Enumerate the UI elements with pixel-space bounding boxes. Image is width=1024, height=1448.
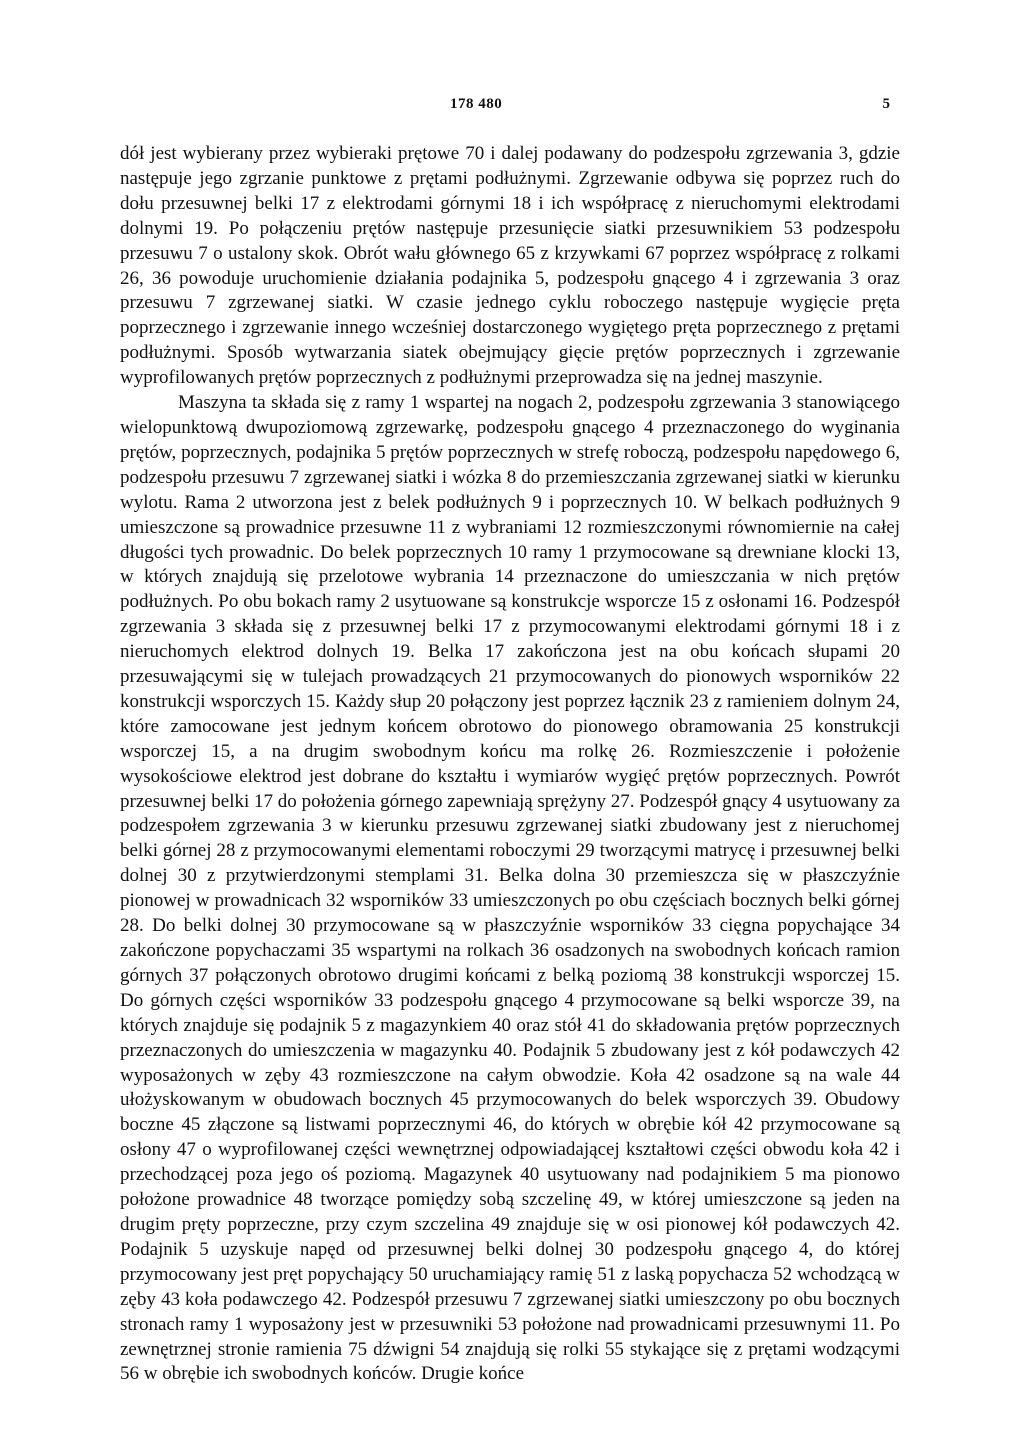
page-number: 5 — [882, 96, 890, 112]
body-text — [120, 142, 900, 1387]
paragraph-1: dół jest wybierany przez wybieraki prętowe 70 i dalej podawany do podzespołu zgrzewania 3, gdzie następuje jego zgrzanie punktowe z prętami podłużnymi. Zgrzewanie odbywa się poprzez ruch do dołu przesuwnej belki 17 z elektrodami górnymi 18 i ich współpracę z nieruchomymi elektrodami dolnymi 19. Po połączeniu prętów następuje przesunięcie siatki przesuwnikiem 53 podzespołu przesuwu 7 o ustalony skok. Obrót wału głównego 65 z krzywkami 67 poprzez współpracę z rolkami 26, 36 powoduje uruchomienie działania podajnika 5, podzespołu gnącego 4 i zgrzewania 3 oraz przesuwu 7 zgrzewanej siatki. W czasie jednego cyklu roboczego następuje wygięcie pręta poprzecznego i zgrzewanie innego wcześniej dostarczonego wygiętego pręta poprzecznego z prętami podłużnymi. Sposób wytwarzania siatek obejmujący gięcie prętów poprzecznych i zgrzewanie wyprofilowanych prętów poprzecznych z podłużnymi przeprowadza się na jednej maszynie. — [120, 143, 900, 389]
paragraph-2: Maszyna ta składa się z ramy 1 wspartej na nogach 2, podzespołu zgrzewania 3 stanowiącego wielopunktową dwupoziomową zgrzewarkę, podzespołu gnącego 4 przeznaczonego do wyginania prętów, poprzecznych, podajnika 5 prętów poprzecznych w strefę roboczą, podzespołu napędowego 6, podzespołu przesuwu 7 zgrzewanej siatki i wózka 8 do przemieszczania zgrzewanej siatki w kierunku wylotu. Rama 2 utworzona jest z belek podłużnych 9 i poprzecznych 10. W belkach podłużnych 9 umieszczone są prowadnice przesuwne 11 z wybraniami 12 rozmieszczonymi równomiernie na całej długości tych prowadnic. Do belek poprzecznych 10 ramy 1 przymocowane są drewniane klocki 13, w których znajdują się przelotowe wybrania 14 przeznaczone do umieszczania w nich prętów podłużnych. Po obu bokach ramy 2 usytuowane są konstrukcje wsporcze 15 z osłonami 16. Podzespół zgrzewania 3 składa się z przesuwnej belki 17 z przymocowanymi elektrodami górnymi 18 i z nieruchomych elektrod dolnych 19. Belka 17 zakończona jest na obu końcach słupami 20 przesuwającymi się w tulejach prowadzących 21 przymocowanych do pionowych wsporników 22 konstrukcji wsporczych 15. Każdy słup 20 połączony jest poprzez łącznik 23 z ramieniem dolnym 24, które zamocowane jest jednym końcem obrotowo do pionowego obramowania 25 konstrukcji wsporczej 15, a na drugim swobodnym końcu ma rolkę 26. Rozmieszczenie i położenie wysokościowe elektrod jest dobrane do kształtu i wymiarów wygięć prętów poprzecznych. Powrót przesuwnej belki 17 do położenia górnego zapewniają sprężyny 27. Podzespół gnący 4 usytuowany za podzespołem zgrzewania 3 w kierunku przesuwu zgrzewanej siatki zbudowany jest z nieruchomej belki górnej 28 z przymocowanymi elementami roboczymi 29 tworzącymi matrycę i przesuwnej belki dolnej 30 z przytwierdzonymi stemplami 31. Belka dolna 30 przemieszcza się w płaszczyźnie pionowej w prowadnicach 32 wsporników 33 umieszczonych po obu częściach bocznych belki górnej 28. Do belki dolnej 30 przymocowane są w płaszczyźnie wsporników 33 cięgna popychające 34 zakończone popychaczami 35 wspartymi na rolkach 36 osadzonych na swobodnych końcach ramion górnych 37 połączonych obrotowo drugimi końcami z belką poziomą 38 konstrukcji wsporczej 15. Do górnych części wsporników 33 podzespołu gnącego 4 przymocowane są belki wsporcze 39, na których znajduje się podajnik 5 z magazynkiem 40 oraz stół 41 do składowania prętów poprzecznych przeznaczonych do umieszczenia w magazynku 40. Podajnik 5 zbudowany jest z kół podawczych 42 wyposażonych w zęby 43 rozmieszczone na całym obwodzie. Koła 42 osadzone są na wale 44 ułożyskowanym w obudowach bocznych 45 przymocowanych do belek wsporczych 39. Obudowy boczne 45 złączone są listwami poprzecznymi 46, do których w obrębie kół 42 przymocowane są osłony 47 o wyprofilowanej części wewnętrznej odpowiadającej kształtowi części obwodu koła 42 i przechodzącej poza jego oś poziomą. Magazynek 40 usytuowany nad podajnikiem 5 ma pionowo położone prowadnice 48 tworzące pomiędzy sobą szczelinę 49, w której umieszczone są jeden na drugim pręty poprzeczne, przy czym szczelina 49 znajduje się w osi pionowej kół podawczych 42. Podajnik 5 uzyskuje napęd od przesuwnej belki dolnej 30 podzespołu gnącego 4, do której przymocowany jest pręt popychający 50 uruchamiający ramię 51 z laską popychacza 52 wchodzącą w zęby 43 koła podawczego 42. Podzespół przesuwu 7 zgrzewanej siatki umieszczony po obu bocznych stronach ramy 1 wyposażony jest w przesuwniki 53 położone nad prowadnicami przesuwnymi 11. Po zewnętrznej stronie ramienia 75 dźwigni 54 znajdują się rolki 55 stykające się z prętami wodzącymi 56 w obrębie ich swobodnych końców. Drugie końce — [120, 392, 900, 1385]
page-header — [120, 96, 890, 120]
patent-number: 178 480 — [450, 96, 503, 112]
